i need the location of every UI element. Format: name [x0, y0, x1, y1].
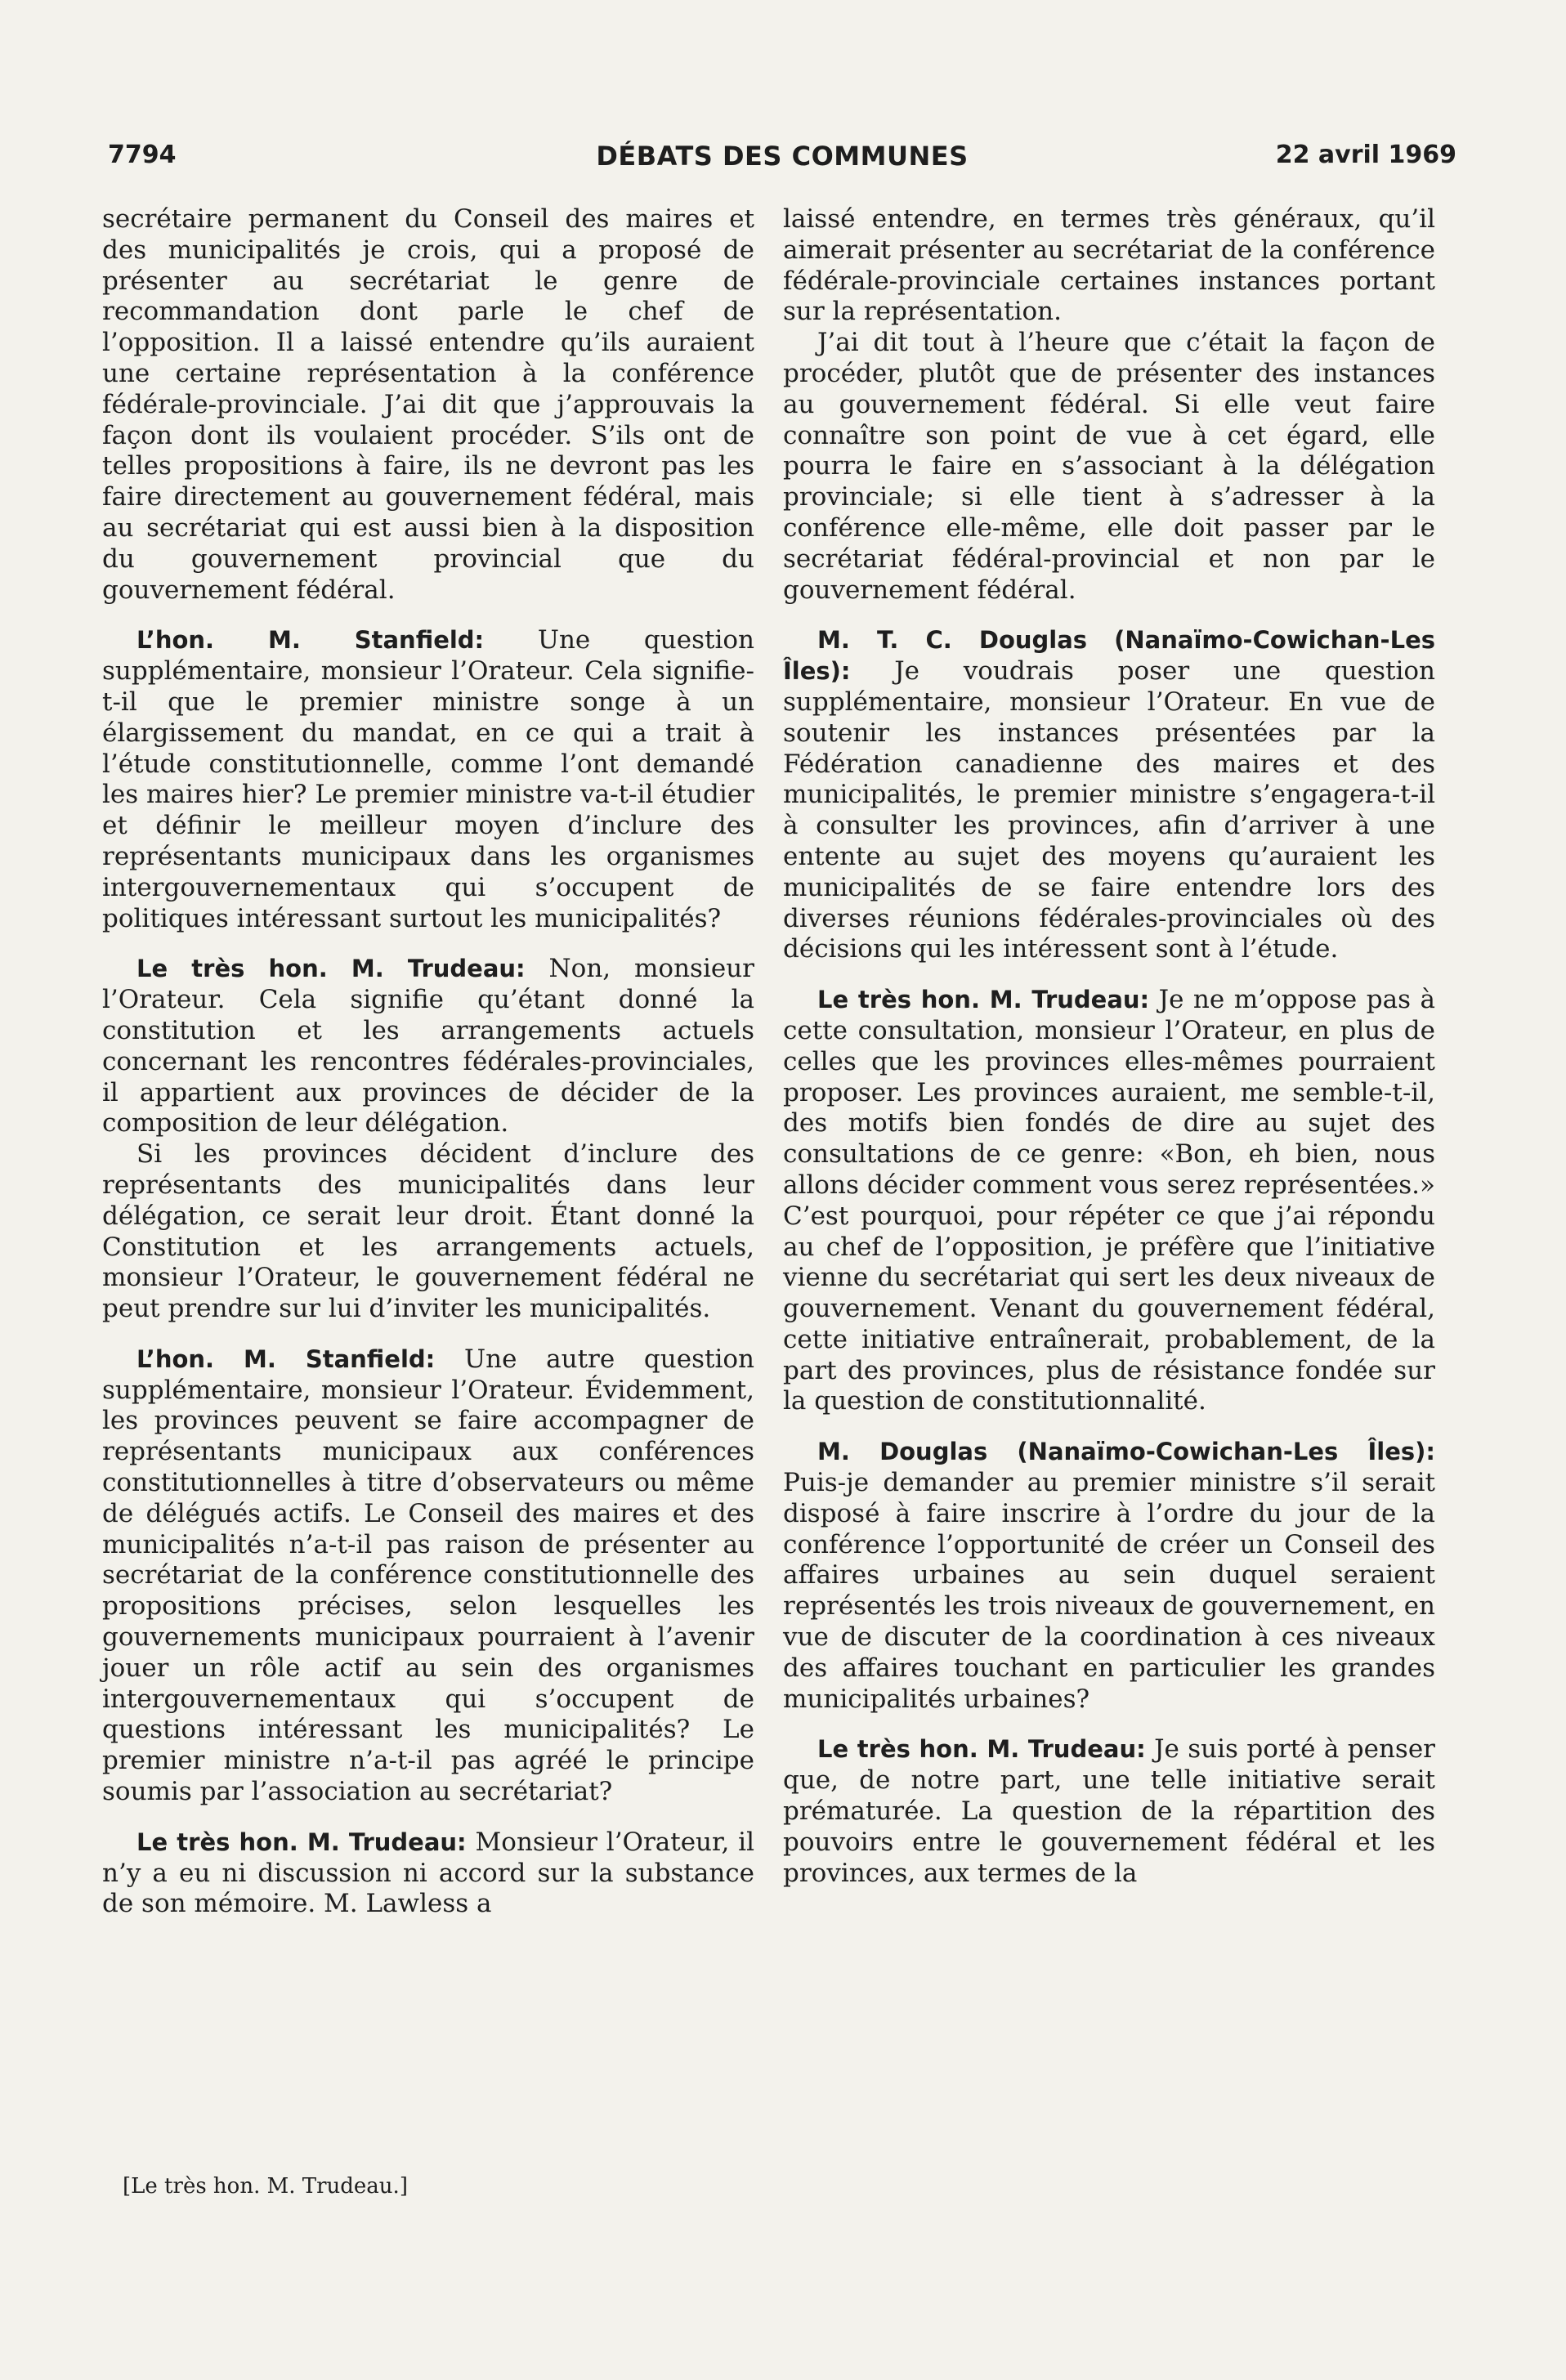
- paragraph: [783, 985, 1435, 1417]
- paragraph: [102, 1828, 754, 1920]
- speech-text: Une question supplémentaire, monsieur l’Orateur. Cela signifie-t-il que le premier ministre songe à un élargissement du mandat, en ce qui a trait à l’étude constitutionnelle, comme l’ont demandé les maires hier? Le premier ministre va-t-il étudier et définir le meilleur moyen d’inclure des représentants municipaux dans les organismes intergouvernementaux qui s’occupent de politiques intéressant surtout les municipalités?: [102, 625, 754, 933]
- speech-text: Je suis porté à penser que, de notre part, une telle initiative serait prématurée. La question de la répartition des pouvoirs entre le gouvernement fédéral et les provinces, aux termes de la: [783, 1734, 1436, 1888]
- speaker-name: L’hon. M. Stanfield:: [136, 1344, 436, 1373]
- page-header: [108, 141, 1456, 181]
- paragraph: J’ai dit tout à l’heure que c’était la façon de procéder, plutôt que de présenter des instances au gouvernement fédéral. Si elle veut faire connaître son point de vue à cet égard, elle pourra le faire en s’associant à la délégation provinciale; si elle tient à s’adresser à la conférence elle-même, elle doit passer par le secrétariat fédéral-provincial et non par le gouvernement fédéral.: [783, 328, 1435, 605]
- left-column: [102, 204, 754, 1920]
- page-date: 22 avril 1969: [1275, 141, 1456, 169]
- speaker-name: Le très hon. M. Trudeau:: [817, 1735, 1146, 1764]
- speech-text: Non, monsieur l’Orateur. Cela signifie qu’étant donné la constitution et les arrangements actuels concernant les rencontres fédérales-provinciales, il appartient aux provinces de décider de la composition de leur délégation.: [102, 954, 754, 1139]
- paragraph: [783, 1734, 1435, 1889]
- speaker-name: M. Douglas (Nanaïmo-Cowichan-Les Îles):: [817, 1438, 1435, 1466]
- page-title: DÉBATS DES COMMUNES: [596, 141, 969, 172]
- speaker-name: L’hon. M. Stanfield:: [136, 626, 485, 655]
- speech-text: Monsieur l’Orateur, il n’y a eu ni discussion ni accord sur la substance de son mémoire. M. Lawless a: [102, 1827, 755, 1919]
- page-number: 7794: [108, 141, 177, 169]
- footer-speaker-note: [Le très hon. M. Trudeau.]: [123, 2174, 408, 2199]
- speech-text: Je ne m’oppose pas à cette consultation, monsieur l’Orateur, en plus de celles que les provinces elles-mêmes pourraient proposer. Les provinces auraient, me semble-t-il, des motifs bien fondés de dire au sujet des consultations de ce genre: «Bon, eh bien, nous allons décider comment vous serez représentées.» C’est pourquoi, pour répéter ce que j’ai répondu au chef de l’opposition, je préfère que l’initiative vienne du secrétariat qui sert les deux niveaux de gouvernement. Venant du gouvernement fédéral, cette initiative entraînerait, probablement, de la part des provinces, plus de résistance fondée sur la question de constitutionnalité.: [783, 985, 1436, 1416]
- speaker-name: Le très hon. M. Trudeau:: [817, 986, 1150, 1014]
- right-column: [783, 204, 1435, 1889]
- paragraph: laissé entendre, en termes très généraux, qu’il aimerait présenter au secrétariat de la conférence fédérale-provinciale certaines instances portant sur la représentation.: [783, 204, 1435, 327]
- speaker-name: M. T. C. Douglas (Nanaïmo-Cowichan-Les Îles):: [783, 626, 1435, 686]
- paragraph: [102, 625, 754, 934]
- speaker-name: Le très hon. M. Trudeau:: [136, 1828, 467, 1856]
- paragraph: Si les provinces décident d’inclure des représentants des municipalités dans leur délégation, ce serait leur droit. Étant donné la Constitution et les arrangements actuels, monsieur l’Orateur, le gouvernement fédéral ne peut prendre sur lui d’inviter les municipalités.: [102, 1139, 754, 1324]
- paragraph: [102, 954, 754, 1139]
- paragraph: [102, 1344, 754, 1808]
- speaker-name: Le très hon. M. Trudeau:: [136, 955, 526, 983]
- speech-text: Une autre question supplémentaire, monsieur l’Orateur. Évidemment, les provinces peuvent se faire accompagner de représentants municipaux aux conférences constitutionnelles à titre d’observateurs ou même de délégués actifs. Le Conseil des maires et des municipalités n’a-t-il pas raison de présenter au secrétariat de la conférence constitutionnelle des propositions précises, selon lesquelles les gouvernements municipaux pourraient à l’avenir jouer un rôle actif au sein des organismes intergouvernementaux qui s’occupent de questions intéressant les municipalités? Le premier ministre n’a-t-il pas agréé le principe soumis par l’association au secrétariat?: [102, 1344, 754, 1807]
- speech-text: Je voudrais poser une question supplémentaire, monsieur l’Orateur. En vue de soutenir les instances présentées par la Fédération canadienne des maires et des municipalités, le premier ministre s’engagera-t-il à consulter les provinces, afin d’arriver à une entente au sujet des moyens qu’auraient les municipalités de se faire entendre lors des diverses réunions fédérales-provinciales où des décisions qui les intéressent sont à l’étude.: [783, 656, 1435, 964]
- paragraph: secrétaire permanent du Conseil des maires et des municipalités je crois, qui a proposé de présenter au secrétariat le genre de recommandation dont parle le chef de l’opposition. Il a laissé entendre qu’ils auraient une certaine représentation à la conférence fédérale-provinciale. J’ai dit que j’approuvais la façon dont ils voulaient procéder. S’ils ont de telles propositions à faire, ils ne devront pas les faire directement au gouvernement fédéral, mais au secrétariat qui est aussi bien à la disposition du gouvernement provincial que du gouvernement fédéral.: [102, 204, 754, 605]
- paragraph: [783, 1437, 1435, 1715]
- paragraph: [783, 625, 1435, 965]
- speech-text: Puis-je demander au premier ministre s’il serait disposé à faire inscrire à l’ordre du jour de la conférence l’opportunité de créer un Conseil des affaires urbaines au sein duquel seraient représentés les trois niveaux de gouvernement, en vue de discuter de la coordination à ces niveaux des affaires touchant en particulier les grandes municipalités urbaines?: [783, 1468, 1435, 1714]
